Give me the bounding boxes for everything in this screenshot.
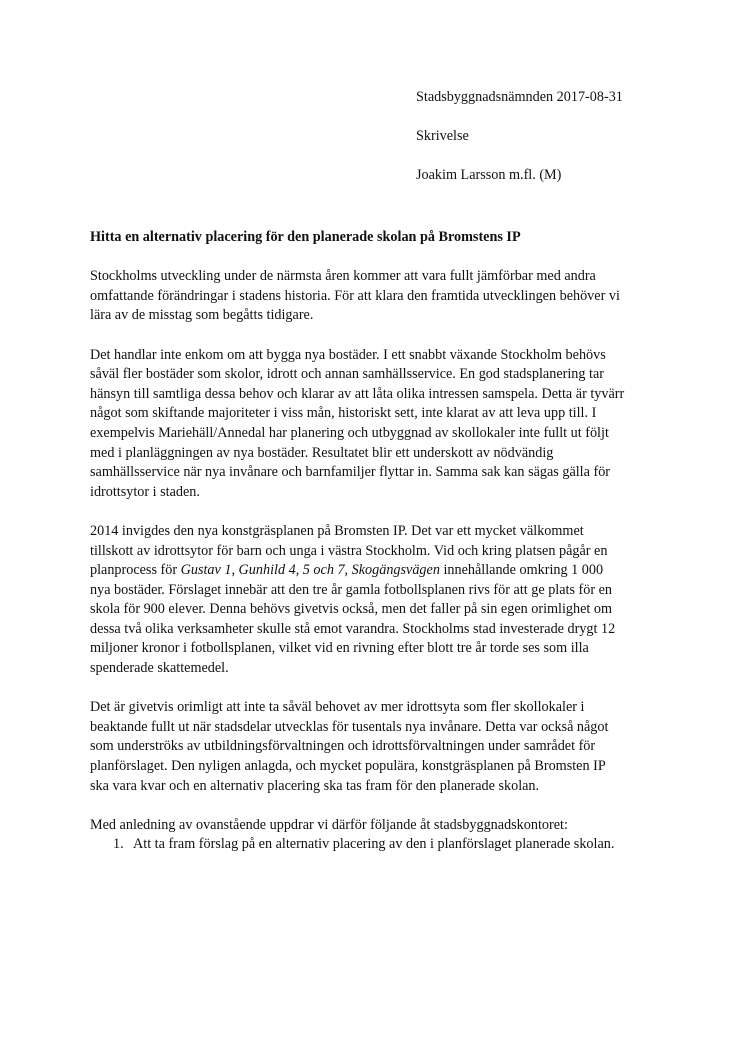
document-body — [90, 228, 670, 855]
document-header — [416, 88, 716, 205]
paragraph-line: ska vara kvar och en alternativ placering ska tas fram för den planerade skolan. — [90, 777, 540, 794]
proposal-list — [90, 835, 670, 855]
paragraph-line: dessa två olika verksamheter skulle stå emot varandra. Stockholms stad investerade drygt 12 — [90, 620, 616, 637]
paragraph-line: samhällsservice när nya invånare och barnfamiljer flyttar in. Samma sak kan sägas gälla för — [90, 464, 611, 481]
paragraph-line: 2014 invigdes den nya konstgräsplanen på Bromsten IP. Det var ett mycket välkommet — [90, 522, 584, 539]
paragraph-line: tillskott av idrottsytor för barn och unga i västra Stockholm. Vid och kring platsen pågår en — [90, 542, 608, 559]
paragraph-line: nya bostäder. Förslaget innebär att den tre år gamla fotbollsplanen rivs för att ge plats för en — [90, 581, 613, 598]
paragraph-line: omfattande förändringar i stadens historia. För att klara den framtida utvecklingen behöver vi — [90, 287, 620, 304]
paragraph-line: exempelvis Mariehäll/Annedal har planering och utbyggnad av skollokaler inte fullt ut följt — [90, 424, 609, 441]
paragraph-line: Stockholms utveckling under de närmsta åren kommer att vara fullt jämförbar med andra — [90, 268, 596, 285]
document-title: Hitta en alternativ placering för den planerade skolan på Bromstens IP — [90, 229, 521, 245]
paragraph-line: spenderade skattemedel. — [90, 660, 229, 677]
italic-line-prefix: planprocess för — [90, 562, 181, 579]
paragraph-2 — [90, 346, 670, 503]
paragraph-line: Det är givetvis orimligt att inte ta såväl behovet av mer idrottsyta som fler skollokaler i — [90, 699, 585, 716]
paragraph-1 — [90, 267, 670, 326]
paragraph-line: skola för 900 elever. Denna behövs givetvis också, men det faller på sin egen orimlighet om — [90, 601, 613, 618]
paragraph-line: beaktande fullt ut när stadsdelar utvecklas för tusentals nya invånare. Detta var också något — [90, 718, 609, 735]
paragraph-line: med i planläggningen av nya bostäder. Resultatet blir ett underskott av nödvändig — [90, 444, 554, 461]
paragraph-line: idrottsytor i staden. — [90, 483, 200, 500]
paragraph-line: planförslaget. Den nyligen anlagda, och mycket populära, konstgräsplanen på Bromsten IP — [90, 758, 606, 775]
paragraph-4 — [90, 698, 670, 796]
paragraph-line: hänsyn till samtliga dessa behov och klarar av att låta olika intressen samspela. Detta är tyvärr — [90, 385, 625, 402]
list-item — [90, 835, 670, 855]
document-type: Skrivelse — [416, 128, 469, 145]
list-item-number: 1. — [113, 836, 124, 853]
paragraph-line: lära av de misstag som begåtts tidigare. — [90, 307, 314, 324]
paragraph-3 — [90, 522, 670, 679]
paragraph-line: såväl fler bostäder som skolor, idrott och annan samhällsservice. En god stadsplanering tar — [90, 366, 604, 383]
paragraph-line: som underströks av utbildningsförvaltningen och idrottsförvaltningen under samrådet för — [90, 738, 596, 755]
committee-date: Stadsbyggnadsnämnden 2017-08-31 — [416, 89, 623, 105]
italic-line-suffix: innehållande omkring 1 000 — [439, 562, 604, 579]
paragraph-line: miljoner kronor i fotbollsplanen, vilket vid en rivning efter blott tre år torde ses som illa — [90, 640, 589, 657]
document-author: Joakim Larsson m.fl. (M) — [416, 167, 562, 184]
paragraph-line-with-italic — [90, 561, 670, 581]
paragraph-line: Det handlar inte enkom om att bygga nya bostäder. I ett snabbt växande Stockholm behövs — [90, 346, 606, 363]
paragraph-line: något som skiftande majoriteter i viss mån, historiskt sett, inte klarat av att leva upp till. I — [90, 405, 597, 422]
property-designation: Gustav 1, Gunhild 4, 5 och 7, Skogängsvägen — [180, 562, 440, 579]
conclusion-intro: Med anledning av ovanstående uppdrar vi därför följande åt stadsbyggnadskontoret: — [90, 816, 568, 833]
list-item-text: Att ta fram förslag på en alternativ placering av den i planförslaget planerade skolan. — [133, 836, 615, 853]
